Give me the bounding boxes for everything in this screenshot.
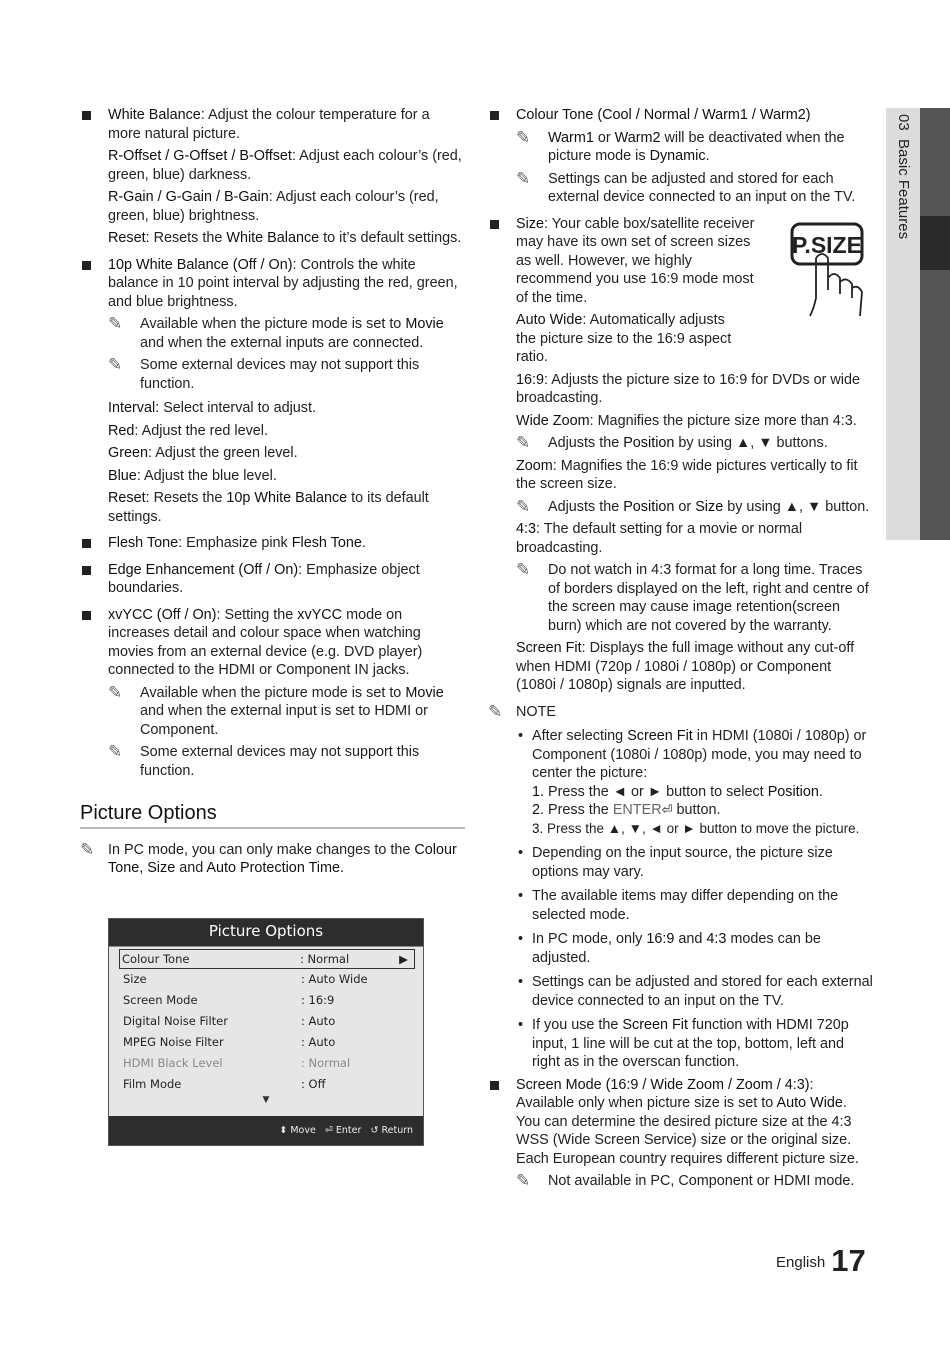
chapter-tab-dark — [920, 108, 950, 540]
screen-mode-item: Screen Mode (16:9 / Wide Zoom / Zoom / 4:3): Available only when picture size is set to Auto Wide. You can determine the desired picture size at the 4:3 WSS (Wide Screen Service) size or the original size. Each European country requires different picture size. — [488, 1076, 873, 1169]
enter-icon: ⏎ — [324, 1125, 333, 1136]
pencil-icon: ✎ — [488, 701, 503, 721]
menu-title: Picture Options — [109, 919, 423, 947]
menu-row-mpeg-noise-filter[interactable]: MPEG Noise Filter : Auto — [123, 1035, 336, 1049]
note-bullet: • Settings can be adjusted and stored for each external device connected to an input on the TV. — [518, 974, 873, 1009]
note: ✎ Do not watch in 4:3 format for a long time. Traces of borders displayed on the left, right and centre of the screen may cause image retention(screen burn) which are not covered by the warranty. — [516, 560, 869, 634]
pencil-icon: ✎ — [516, 433, 531, 452]
psize-label: P.SIZE — [792, 232, 862, 258]
psize-button-illustration — [788, 220, 874, 320]
screen-fit-item: Screen Fit: Displays the full image without any cut-off when HDMI (720p / 1080i / 1080p) or Component (1080i / 1080p) signals are inputted. — [516, 640, 855, 693]
note-heading: ✎ NOTE — [488, 701, 556, 721]
pencil-icon: ✎ — [516, 496, 531, 516]
reset-item: Reset: Resets the White Balance to it’s default settings. — [108, 230, 462, 246]
pc-mode-note: ✎ In PC mode, you can only make changes to the Colour Tone, Size and Auto Protection Time. — [80, 839, 457, 876]
note-bullet: • If you use the Screen Fit function with HDMI 720p input, 1 line will be cut at the top, bottom, left and right as in the overscan function. — [518, 1017, 849, 1070]
pencil-icon: ✎ — [516, 1171, 531, 1190]
note-bullet: • Depending on the input source, the picture size options may vary. — [518, 845, 833, 880]
menu-row-digital-noise-filter[interactable]: Digital Noise Filter : Auto — [123, 1014, 336, 1028]
note: ✎ Not available in PC, Component or HDMI mode. — [516, 1171, 855, 1190]
zoom-item: Zoom: Magnifies the 16:9 wide pictures vertically to fit the screen size. — [516, 457, 858, 492]
169-item: 16:9: Adjusts the picture size to 16:9 for DVDs or wide broadcasting. — [516, 371, 860, 406]
green-item: Green: Adjust the green level. — [108, 445, 298, 461]
section-title: Picture Options — [80, 804, 465, 829]
size-item: Size: Your cable box/satellite receiver may have its own set of screen sizes as well. However, we highly recommend you use 16:9 mode most of the time. — [488, 215, 766, 308]
move-icon: ⬍ — [279, 1125, 288, 1136]
menu-row-colour-tone[interactable]: Colour Tone : Normal ▶ — [119, 949, 415, 969]
pencil-icon: ✎ — [516, 127, 531, 147]
flesh-tone-item: Flesh Tone: Emphasize pink Flesh Tone. — [80, 534, 465, 553]
colour-tone-item: Colour Tone (Cool / Normal / Warm1 / Warm2) — [488, 106, 873, 125]
10p-white-balance-item: 10p White Balance (Off / On): Controls the white balance in 10 point interval by adjusting the red, green, and blue brightness. — [80, 256, 465, 312]
note-bullet: • The available items may differ depending on the selected mode. — [518, 888, 839, 923]
note: ✎ Settings can be adjusted and stored for each external device connected to an input on the TV. — [516, 168, 856, 205]
menu-row-hdmi-black-level: HDMI Black Level : Normal — [123, 1056, 351, 1070]
page-footer — [776, 1243, 866, 1279]
gain-item: R-Gain / G-Gain / B-Gain: Adjust each colour’s (red, green, blue) brightness. — [108, 189, 439, 224]
hand-pressing-icon — [788, 220, 874, 320]
footer-language: English — [776, 1254, 826, 1271]
pencil-icon: ✎ — [108, 682, 123, 702]
43-item: 4:3: The default setting for a movie or normal broadcasting. — [516, 521, 803, 556]
note-bullet: • In PC mode, only 16:9 and 4:3 modes can be adjusted. — [518, 931, 821, 966]
blue-item: Blue: Adjust the blue level. — [108, 467, 277, 484]
reset-10p-item: Reset: Resets the 10p White Balance to its default settings. — [108, 490, 429, 525]
enter-icon: ⏎ — [661, 802, 673, 817]
picture-options-menu — [108, 918, 424, 1146]
menu-row-size[interactable]: Size : Auto Wide — [123, 972, 368, 986]
menu-footer: ⬍ Move ⏎ Enter ↺ Return — [109, 1116, 423, 1145]
red-item: Red: Adjust the red level. — [108, 422, 268, 439]
note-bullet: • After selecting Screen Fit in HDMI (1080i / 1080p) or Component (1080i / 1080p) mode, you may need to center the picture: 1. Press the ◄ or ► button to select Position. 2. Press the ENTER⏎ button. 3. Press the ▲, ▼, ◄ or ► button to move the picture. — [518, 728, 867, 836]
note: ✎ Adjusts the Position or Size by using ▲, ▼ button. — [516, 496, 870, 516]
note: ✎ Warm1 or Warm2 will be deactivated when the picture mode is Dynamic. — [516, 127, 845, 164]
interval-item: Interval: Select interval to adjust. — [108, 400, 316, 416]
pencil-icon: ✎ — [80, 839, 95, 859]
return-icon: ↺ — [370, 1125, 379, 1136]
scroll-down-icon[interactable]: ▼ — [262, 1095, 270, 1105]
pencil-icon: ✎ — [108, 355, 123, 374]
auto-wide-item: Auto Wide: Automatically adjusts the picture size to the 16:9 aspect ratio. — [516, 312, 732, 365]
menu-row-screen-mode[interactable]: Screen Mode : 16:9 — [123, 993, 335, 1007]
left-column — [80, 106, 465, 878]
white-balance-item: White Balance: Adjust the colour temperature for a more natural picture. — [80, 106, 465, 143]
pencil-icon: ✎ — [108, 742, 123, 761]
note: ✎ Some external devices may not support this function. — [108, 742, 420, 779]
xvycc-item: xvYCC (Off / On): Setting the xvYCC mode on increases detail and colour space when watching movies from an external device (e.g. DVD player) connected to the HDMI or Component IN jacks. — [80, 606, 465, 680]
note: ✎ Adjusts the Position by using ▲, ▼ buttons. — [516, 433, 828, 452]
pencil-icon: ✎ — [516, 168, 531, 188]
wide-zoom-item: Wide Zoom: Magnifies the picture size more than 4:3. — [516, 412, 857, 429]
menu-row-film-mode[interactable]: Film Mode : Off — [123, 1077, 326, 1091]
note: ✎ Some external devices may not support this function. — [108, 355, 420, 392]
pencil-icon: ✎ — [108, 314, 123, 333]
page-number: 17 — [831, 1243, 866, 1278]
chapter-tab-marker — [920, 216, 950, 270]
arrow-right-icon: ▶ — [399, 952, 408, 966]
edge-enhancement-item: Edge Enhancement (Off / On): Emphasize object boundaries. — [80, 561, 465, 598]
chapter-title: 03 Basic Features — [895, 114, 912, 240]
note: ✎ Available when the picture mode is set to Movie and when the external input is set to HDMI or Component. — [108, 682, 444, 738]
pencil-icon: ✎ — [516, 560, 531, 579]
offset-item: R-Offset / G-Offset / B-Offset: Adjust each colour’s (red, green, blue) darkness. — [108, 148, 462, 183]
note: ✎ Available when the picture mode is set to Movie and when the external inputs are connected. — [108, 314, 444, 351]
